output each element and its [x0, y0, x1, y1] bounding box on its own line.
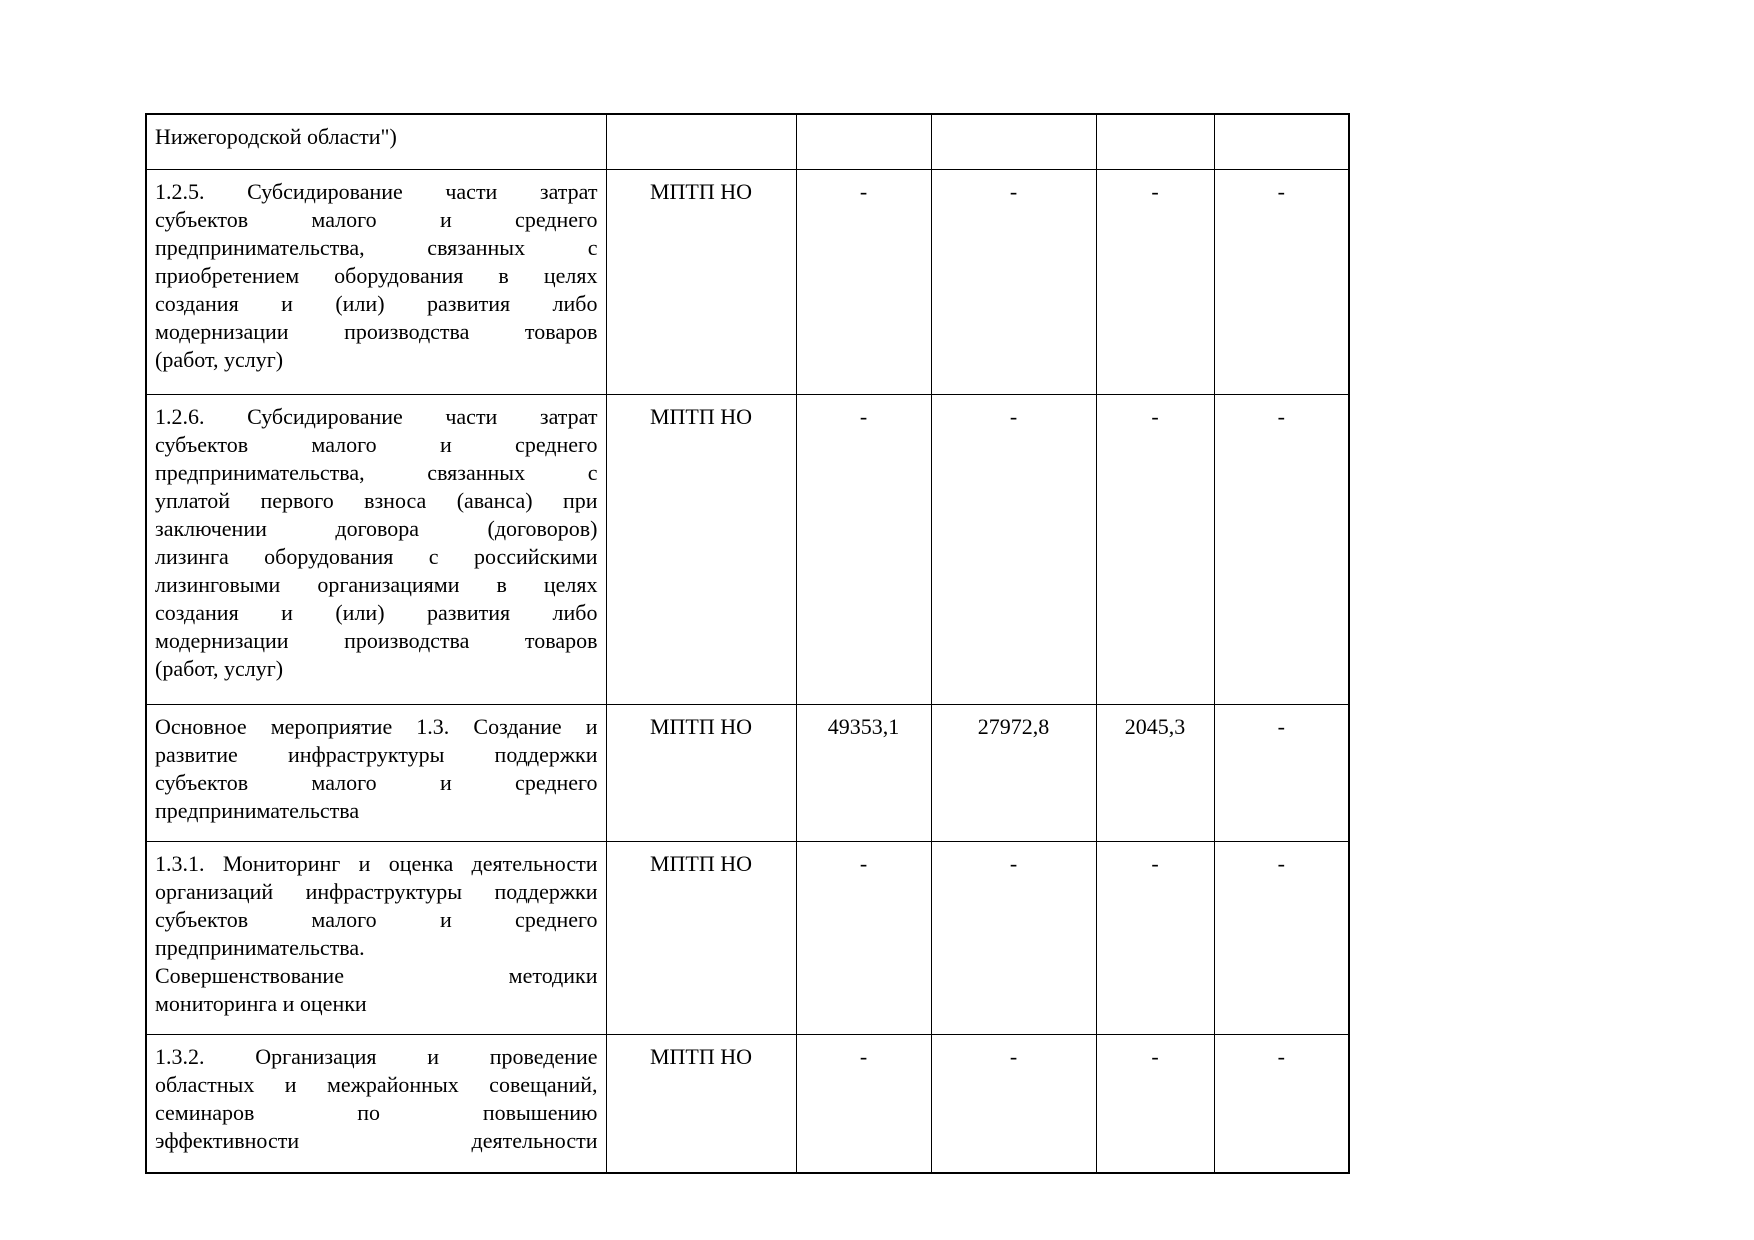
activity-line: создания и (или) развития либо: [155, 290, 598, 316]
activity-line: уплатой первого взноса (аванса) при: [155, 487, 598, 513]
value-cell: -: [1096, 1034, 1214, 1173]
value-cell: [796, 114, 931, 169]
activity-line: Совершенствование методики: [155, 962, 598, 988]
activity-line: приобретением оборудования в целях: [155, 262, 598, 288]
value-cell: -: [1214, 1034, 1349, 1173]
activity-line: модернизации производства товаров: [155, 318, 598, 344]
executor-cell: МПТП НО: [606, 704, 796, 841]
activity-line: предпринимательства.: [155, 934, 365, 960]
value-cell: -: [931, 1034, 1096, 1173]
value-cell: -: [1214, 394, 1349, 704]
activity-cell: [146, 841, 606, 1034]
table-row: [146, 841, 1349, 1034]
value-cell: 27972,8: [931, 704, 1096, 841]
activity-line: мониторинга и оценки: [155, 990, 367, 1016]
value-cell: -: [796, 1034, 931, 1173]
activity-cell: [146, 704, 606, 841]
value-cell: -: [931, 394, 1096, 704]
value-cell: 2045,3: [1096, 704, 1214, 841]
value-cell: -: [1096, 394, 1214, 704]
activity-line: 1.2.6. Субсидирование части затрат: [155, 403, 598, 429]
activity-line: развитие инфраструктуры поддержки: [155, 741, 598, 767]
activity-line: 1.3.2. Организация и проведение: [155, 1043, 598, 1069]
table-row: [146, 394, 1349, 704]
value-cell: -: [1096, 169, 1214, 394]
table-row: [146, 114, 1349, 169]
activity-line: 1.3.1. Мониторинг и оценка деятельности: [155, 850, 598, 876]
executor-cell: МПТП НО: [606, 841, 796, 1034]
value-cell: -: [1214, 169, 1349, 394]
activity-line: модернизации производства товаров: [155, 627, 598, 653]
activity-line: (работ, услуг): [155, 346, 284, 372]
table-row: [146, 704, 1349, 841]
activity-line: субъектов малого и среднего: [155, 769, 598, 795]
activity-line: организаций инфраструктуры поддержки: [155, 878, 598, 904]
executor-cell: [606, 114, 796, 169]
activity-line: лизинговыми организациями в целях: [155, 571, 598, 597]
executor-cell: МПТП НО: [606, 1034, 796, 1173]
executor-cell: МПТП НО: [606, 394, 796, 704]
budget-table: [145, 113, 1350, 1174]
activity-line: создания и (или) развития либо: [155, 599, 598, 625]
activity-line: субъектов малого и среднего: [155, 206, 598, 232]
activity-line: заключении договора (договоров): [155, 515, 598, 541]
table-row: [146, 169, 1349, 394]
activity-line: областных и межрайонных совещаний,: [155, 1071, 598, 1097]
activity-line: субъектов малого и среднего: [155, 906, 598, 932]
activity-line: семинаров по повышению: [155, 1099, 598, 1125]
value-cell: -: [931, 841, 1096, 1034]
activity-line: субъектов малого и среднего: [155, 431, 598, 457]
activity-line: предпринимательства: [155, 797, 360, 823]
value-cell: -: [796, 841, 931, 1034]
value-cell: [931, 114, 1096, 169]
activity-cell: [146, 169, 606, 394]
value-cell: 49353,1: [796, 704, 931, 841]
value-cell: -: [796, 169, 931, 394]
value-cell: [1096, 114, 1214, 169]
activity-line: Нижегородской области"): [155, 124, 397, 149]
activity-line: лизинга оборудования с российскими: [155, 543, 598, 569]
value-cell: [1214, 114, 1349, 169]
executor-cell: МПТП НО: [606, 169, 796, 394]
activity-cell: [146, 1034, 606, 1173]
activity-line: предпринимательства, связанных с: [155, 459, 598, 485]
value-cell: -: [931, 169, 1096, 394]
activity-line: 1.2.5. Субсидирование части затрат: [155, 178, 598, 204]
value-cell: -: [796, 394, 931, 704]
value-cell: -: [1214, 841, 1349, 1034]
activity-cell: [146, 394, 606, 704]
activity-cell: [146, 114, 606, 169]
activity-line: (работ, услуг): [155, 655, 284, 681]
activity-line: предпринимательства, связанных с: [155, 234, 598, 260]
value-cell: -: [1096, 841, 1214, 1034]
table-row: [146, 1034, 1349, 1173]
activity-line: Основное мероприятие 1.3. Создание и: [155, 713, 598, 739]
activity-line: эффективности деятельности: [155, 1127, 598, 1153]
value-cell: -: [1214, 704, 1349, 841]
